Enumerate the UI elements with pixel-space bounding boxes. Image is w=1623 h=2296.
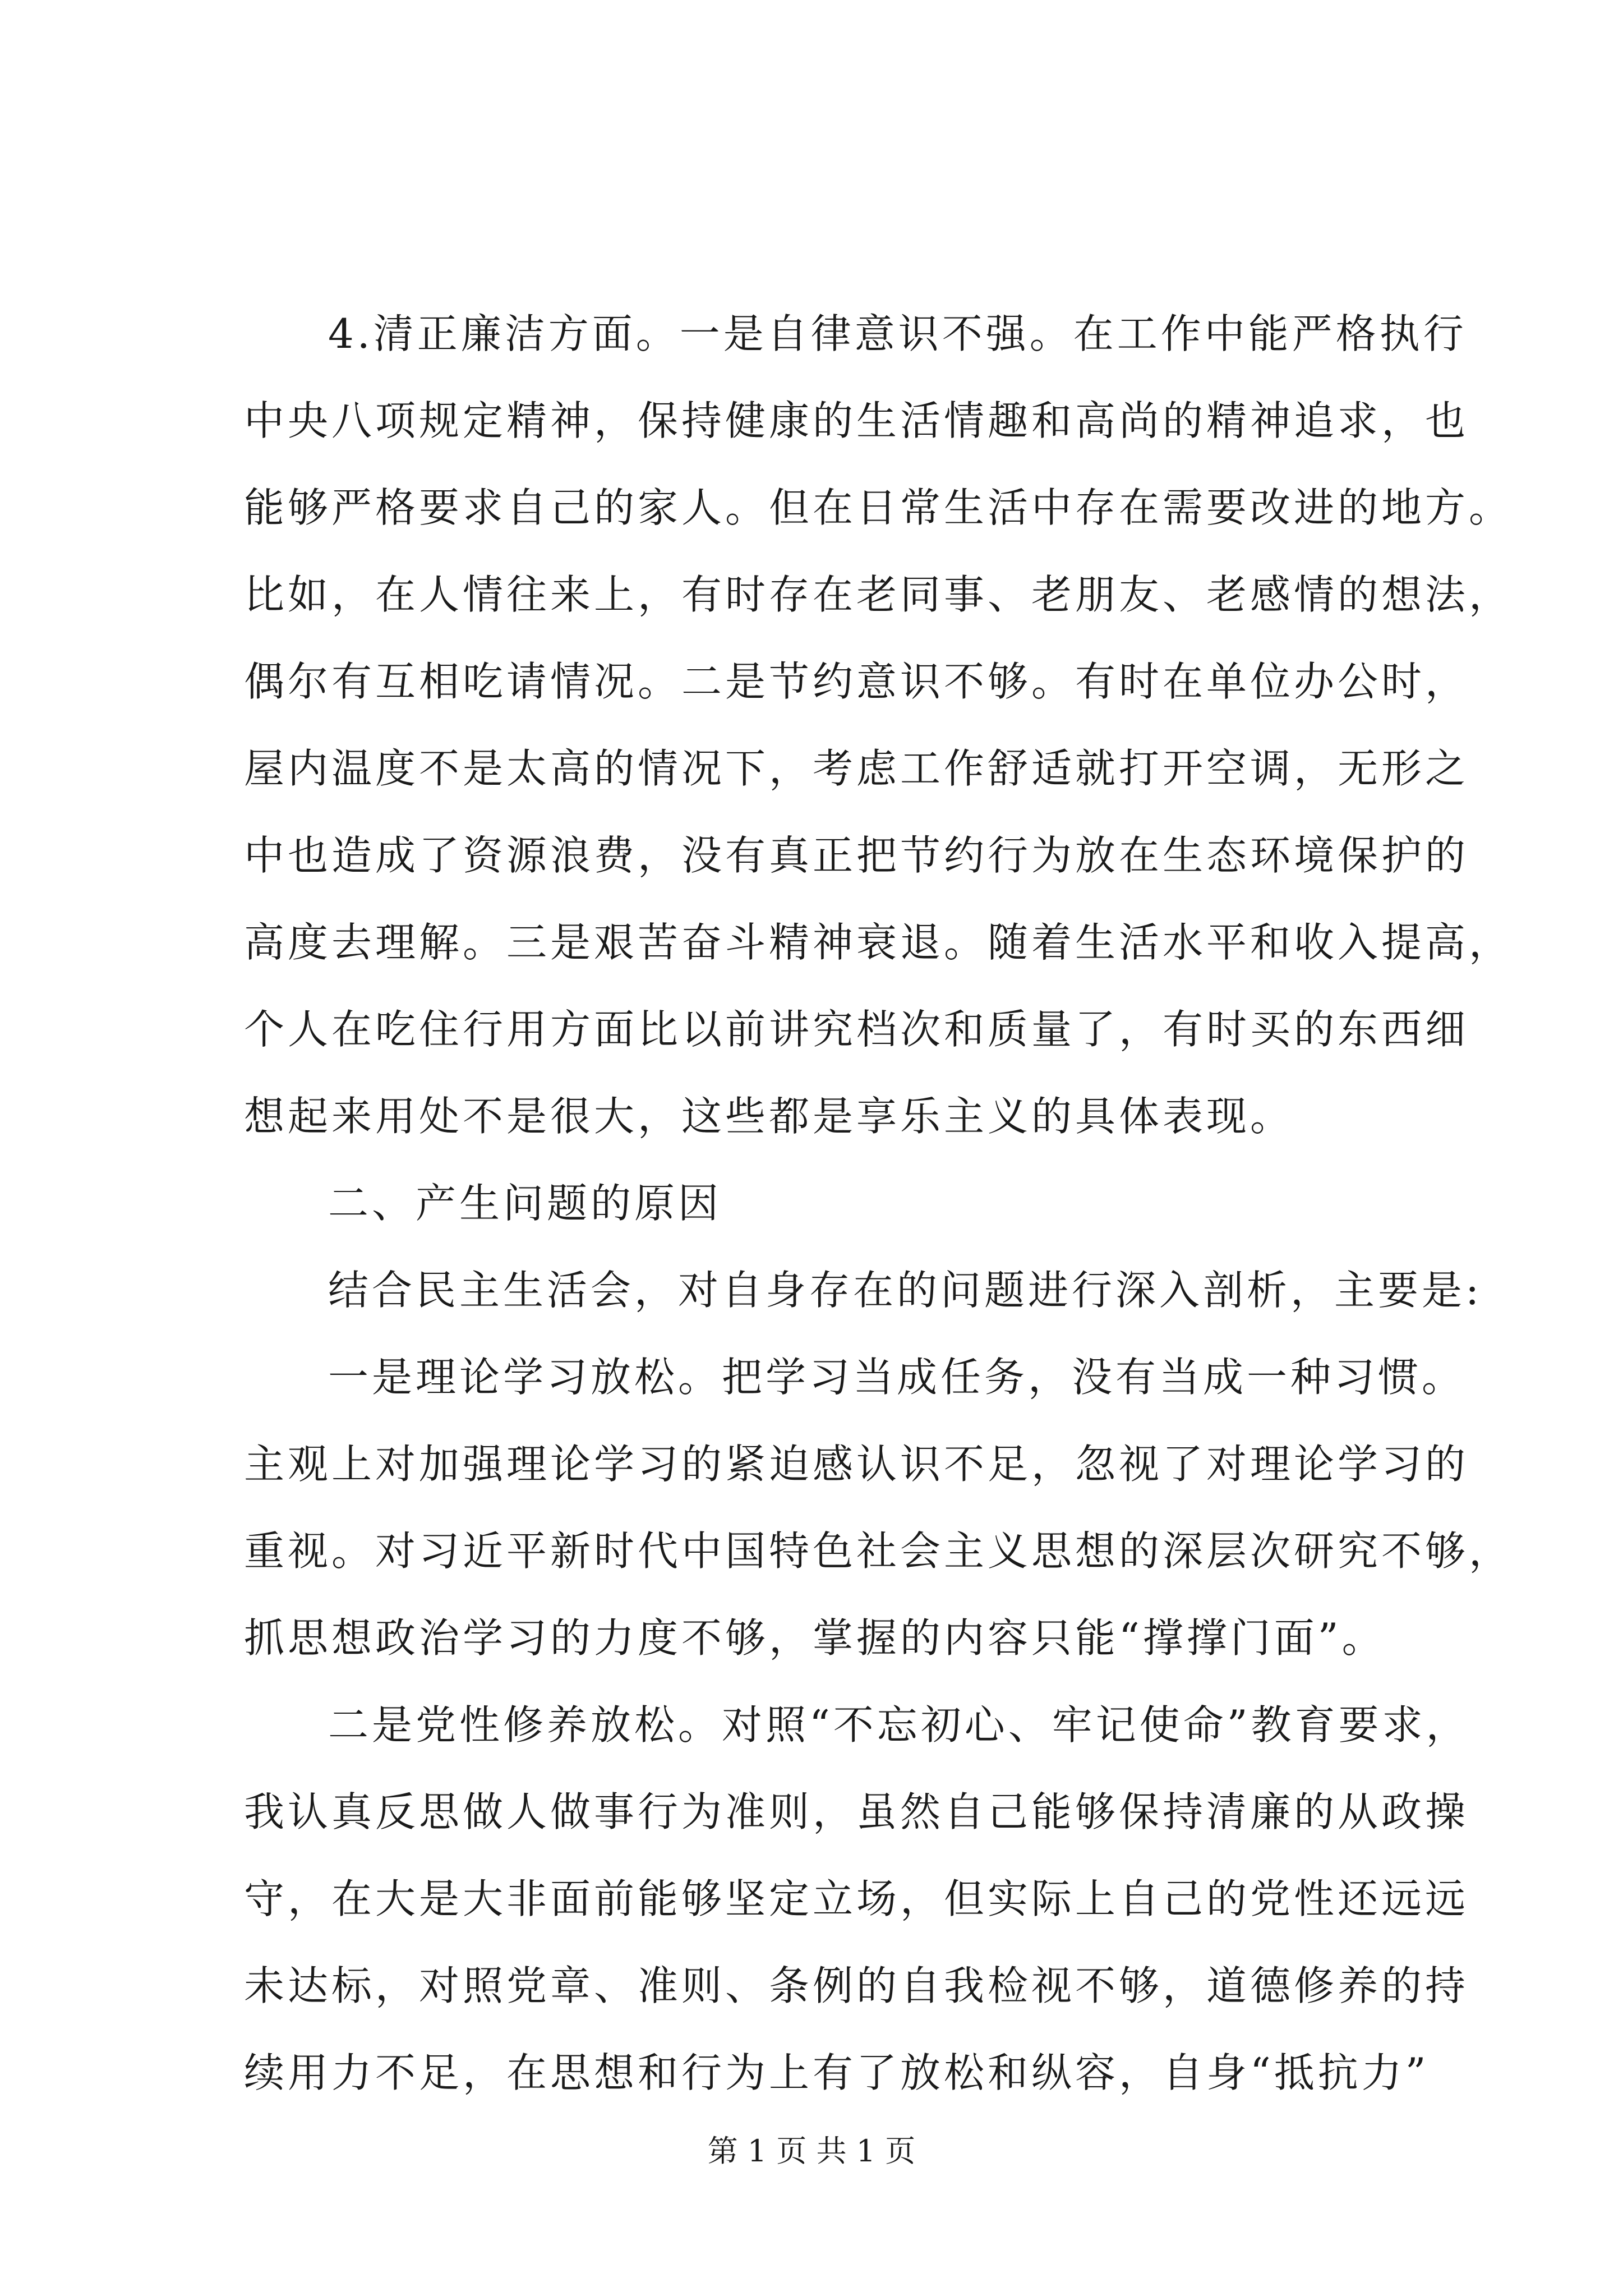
paragraph-line: 偶尔有互相吃请情况。二是节约意识不够。有时在单位办公时， bbox=[244, 658, 1469, 705]
paragraph-line: 能够严格要求自己的家人。但在日常生活中存在需要改进的地方。 bbox=[244, 484, 1513, 531]
paragraph-line: 比如，在人情往来上，有时存在老同事、老朋友、老感情的想法， bbox=[244, 571, 1513, 618]
page-footer: 第 1 页 共 1 页 bbox=[707, 2133, 916, 2169]
paragraph-line: 个人在吃住行用方面比以前讲究档次和质量了，有时买的东西细 bbox=[244, 1006, 1469, 1053]
paragraph-line: 重视。对习近平新时代中国特色社会主义思想的深层次研究不够， bbox=[244, 1527, 1513, 1575]
paragraph-line: 屋内温度不是太高的情况下，考虑工作舒适就打开空调，无形之 bbox=[244, 745, 1469, 792]
paragraph-line: 我认真反思做人做事行为准则，虽然自己能够保持清廉的从政操 bbox=[244, 1788, 1469, 1835]
paragraph-line: 守，在大是大非面前能够坚定立场，但实际上自己的党性还远远 bbox=[244, 1875, 1469, 1922]
paragraph-line: 二是党性修养放松。对照“不忘初心、牢记使命”教育要求， bbox=[328, 1701, 1470, 1749]
paragraph-line: 中也造成了资源浪费，没有真正把节约行为放在生态环境保护的 bbox=[244, 832, 1469, 879]
paragraph-line: 未达标，对照党章、准则、条例的自我检视不够，道德修养的持 bbox=[244, 1962, 1469, 2009]
section-heading: 二、产生问题的原因 bbox=[328, 1180, 722, 1227]
paragraph-line: 4.清正廉洁方面。一是自律意识不强。在工作中能严格执行 bbox=[328, 310, 1467, 357]
paragraph-line: 想起来用处不是很大，这些都是享乐主义的具体表现。 bbox=[244, 1093, 1294, 1140]
paragraph-line: 主观上对加强理论学习的紧迫感认识不足，忽视了对理论学习的 bbox=[244, 1441, 1469, 1488]
paragraph-line: 中央八项规定精神，保持健康的生活情趣和高尚的精神追求，也 bbox=[244, 397, 1469, 444]
paragraph-line: 一是理论学习放松。把学习当成任务，没有当成一种习惯。 bbox=[328, 1354, 1466, 1401]
paragraph-line: 续用力不足，在思想和行为上有了放松和纵容，自身“抵抗力” bbox=[244, 2049, 1430, 2096]
paragraph-line: 抓思想政治学习的力度不够，掌握的内容只能“撑撑门面”。 bbox=[244, 1614, 1386, 1662]
paragraph-line: 结合民主生活会，对自身存在的问题进行深入剖析，主要是: bbox=[328, 1267, 1483, 1314]
paragraph-line: 高度去理解。三是艰苦奋斗精神衰退。随着生活水平和收入提高， bbox=[244, 919, 1513, 966]
